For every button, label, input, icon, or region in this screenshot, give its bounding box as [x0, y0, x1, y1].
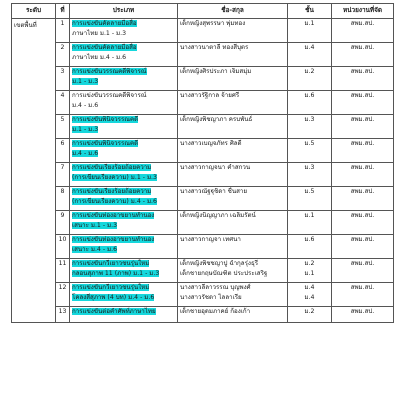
table-row — [12, 307, 394, 323]
row-number: 10 — [56, 235, 70, 259]
organizer-cell: สพม.สป. — [332, 19, 394, 43]
teacher-name: นางสาวรัชดา ไลลาเรีย — [180, 293, 242, 301]
teacher-name: เด็กชายอุดมภาคย์ ก้องเก้า — [180, 308, 251, 315]
contest-cell — [70, 283, 178, 307]
header-grade: ชั้น — [288, 4, 332, 19]
teacher-cell — [178, 67, 288, 91]
contest-cell — [70, 91, 178, 115]
grade-value: ม.2 — [304, 68, 315, 75]
contest-text: (การเขียนเรียงความ) ม.1 - ม.3 — [72, 173, 157, 181]
contest-cell — [70, 43, 178, 67]
grade-cell — [288, 187, 332, 211]
contest-text: การแข่งขันท่องอาขยานทำนอง — [72, 236, 155, 243]
grade-cell — [288, 91, 332, 115]
organizer-cell: สพม.สป. — [332, 235, 394, 259]
contest-text: การแข่งขันกวีเยาวชนรุ่นใหม่ — [72, 284, 150, 291]
teacher-name: เด็กหญิงพิชชญาปู ฉำกุลรุ่งธุรี — [180, 260, 259, 267]
teacher-name: เด็กหญิงสุพรรษา พุ่มทอง — [180, 20, 246, 27]
table-row — [12, 235, 394, 259]
teacher-cell — [178, 163, 288, 187]
contest-cell — [70, 211, 178, 235]
row-number: 8 — [56, 187, 70, 211]
contest-text: กลอนสุภาพ 11 (ภาพ) ม.1 - ม.3 — [72, 269, 160, 277]
organizer-cell: สพม.สป. — [332, 187, 394, 211]
teacher-cell — [178, 139, 288, 163]
contest-text: การแข่งขันวรรณคดีพิจารณ์ — [72, 68, 147, 75]
grade-cell — [288, 19, 332, 43]
organizer-cell: สพม.สป. — [332, 91, 394, 115]
grade-cell — [288, 307, 332, 323]
grade-value: ม.1 — [304, 20, 315, 27]
contest-text: ม.4 - ม.6 — [72, 101, 99, 109]
row-number: 2 — [56, 43, 70, 67]
grade-value: ม.1 — [304, 269, 315, 277]
table-row — [12, 91, 394, 115]
teacher-name: นางสาวกาญจา เทศนา — [180, 236, 241, 243]
organizer-cell: สพม.สป. — [332, 307, 394, 323]
contest-text: การแข่งขันท่องอาขยานทำนอง — [72, 212, 155, 219]
grade-value: ม.1 — [304, 212, 315, 219]
teacher-name: นางสาวเบญจภัทร ศิลดี — [180, 140, 242, 147]
row-number: 5 — [56, 115, 70, 139]
teacher-name: นางสาวลีลาวรรณ บุญพงศ์ — [180, 284, 251, 291]
teacher-cell — [178, 211, 288, 235]
contest-text: ม.1 - ม.3 — [72, 125, 99, 133]
contest-text: (การเขียนเรียงความ) ม.4 - ม.6 — [72, 197, 157, 205]
row-number: 1 — [56, 19, 70, 43]
contest-cell — [70, 235, 178, 259]
table-row — [12, 115, 394, 139]
row-number: 12 — [56, 283, 70, 307]
grade-value: ม.4 — [304, 284, 315, 291]
teacher-name: เด็กหญิงพิชญาภา ครบพันธ์ — [180, 116, 253, 123]
header-number: ที่ — [56, 4, 70, 19]
teacher-cell — [178, 115, 288, 139]
contest-text: การแข่งขันกวีเยาวชนรุ่นใหม่ — [72, 260, 150, 267]
teacher-name: เด็กชายกฤษบัณฑิต ประประเสริฐ — [180, 269, 268, 277]
grade-value: ม.5 — [304, 188, 315, 195]
grade-value: ม.4 — [304, 293, 315, 301]
teacher-cell — [178, 307, 288, 323]
teacher-name: นางสาวนาตาลี ทองสีบุตร — [180, 44, 249, 51]
contest-text: การแข่งขันต่อคำศัพท์ภาษาไทย — [72, 308, 156, 315]
grade-cell — [288, 163, 332, 187]
grade-cell — [288, 235, 332, 259]
grade-value: ม.3 — [304, 164, 315, 171]
teacher-name: นางสาวณัฐฐุชิดา ชื่นสาย — [180, 188, 247, 195]
results-table — [11, 3, 394, 323]
grade-cell — [288, 139, 332, 163]
teacher-cell — [178, 283, 288, 307]
teacher-cell — [178, 187, 288, 211]
organizer-cell: สพม.สป. — [332, 139, 394, 163]
contest-text: ม.4 - ม.6 — [72, 149, 99, 157]
organizer-cell: สพม.สป. — [332, 283, 394, 307]
contest-text: เสนาะ ม.1 - ม.3 — [72, 221, 118, 229]
grade-value: ม.3 — [304, 116, 315, 123]
table-row — [12, 211, 394, 235]
table-row — [12, 19, 394, 43]
grade-value: ม.5 — [304, 140, 315, 147]
grade-cell — [288, 115, 332, 139]
contest-cell — [70, 115, 178, 139]
row-number: 11 — [56, 259, 70, 283]
contest-text: ภาษาไทย ม.1 - ม.3 — [72, 29, 127, 37]
category-label: เขตพื้นที่ — [14, 22, 37, 29]
teacher-name: เด็กหญิงนิญญาภา เฉลิมรัตน์ — [180, 212, 256, 219]
table-row — [12, 187, 394, 211]
contest-text: โคลงสี่สุภาพ (4 บท) ม.4 - ม.6 — [72, 293, 155, 301]
grade-cell — [288, 43, 332, 67]
organizer-cell: สพม.สป. — [332, 43, 394, 67]
teacher-cell — [178, 235, 288, 259]
contest-cell — [70, 307, 178, 323]
grade-cell — [288, 211, 332, 235]
contest-text: การแข่งขันคัดลายมือสื่อ — [72, 44, 137, 51]
contest-cell — [70, 67, 178, 91]
organizer-cell: สพม.สป. — [332, 115, 394, 139]
contest-cell — [70, 163, 178, 187]
contest-cell — [70, 19, 178, 43]
contest-text: การแข่งขันเรียงร้อยถ้อยความ — [72, 188, 152, 195]
organizer-cell: สพม.สป. — [332, 67, 394, 91]
row-number: 7 — [56, 163, 70, 187]
contest-text: เสนาะ ม.4 - ม.6 — [72, 245, 118, 253]
grade-value: ม.2 — [304, 260, 315, 267]
row-number: 4 — [56, 91, 70, 115]
grade-value: ม.6 — [304, 92, 315, 99]
teacher-name: นางสาวรัฐิกาล จ้ายศรี — [180, 92, 240, 99]
grade-cell — [288, 283, 332, 307]
grade-value: ม.2 — [304, 308, 315, 315]
teacher-cell — [178, 91, 288, 115]
table-row — [12, 67, 394, 91]
teacher-name: เด็กหญิงศิรประภา เจิมสมุ่ม — [180, 68, 252, 75]
contest-text: การแข่งขันคัดลายมือสื่อ — [72, 20, 137, 27]
grade-value: ม.6 — [304, 236, 315, 243]
contest-cell — [70, 187, 178, 211]
table-row — [12, 283, 394, 307]
row-number: 9 — [56, 211, 70, 235]
organizer-cell: สพม.สป. — [332, 259, 394, 283]
table-row — [12, 163, 394, 187]
contest-text: การแข่งขันวรรณคดีพิจารณ์ — [72, 92, 147, 99]
organizer-cell: สพม.สป. — [332, 163, 394, 187]
header-level: ระดับ — [12, 4, 56, 19]
table-row — [12, 43, 394, 67]
contest-text: การแข่งขันเรียงร้อยถ้อยความ — [72, 164, 152, 171]
table-header-row — [12, 4, 394, 19]
header-organizer: หน่วยงานที่จัด — [332, 4, 394, 19]
table-row — [12, 259, 394, 283]
contest-cell — [70, 139, 178, 163]
grade-cell — [288, 67, 332, 91]
teacher-cell — [178, 43, 288, 67]
row-number: 3 — [56, 67, 70, 91]
table-row — [12, 139, 394, 163]
contest-text: ภาษาไทย ม.4 - ม.6 — [72, 53, 127, 61]
grade-value: ม.4 — [304, 44, 315, 51]
teacher-cell — [178, 259, 288, 283]
contest-text: ม.1 - ม.3 — [72, 77, 99, 85]
header-teacher: ชื่อ-สกุล — [178, 4, 288, 19]
contest-text: การแข่งขันพินิจวรรณคดี — [72, 116, 139, 123]
category-cell — [12, 19, 56, 323]
teacher-name: นางสาวกาญจนา คำสกวน — [180, 164, 251, 171]
header-contest: ประเภท — [70, 4, 178, 19]
contest-text: การแข่งขันพินิจวรรณคดี — [72, 140, 139, 147]
row-number: 6 — [56, 139, 70, 163]
contest-cell — [70, 259, 178, 283]
teacher-cell — [178, 19, 288, 43]
organizer-cell: สพม.สป. — [332, 211, 394, 235]
grade-cell — [288, 259, 332, 283]
row-number: 13 — [56, 307, 70, 323]
